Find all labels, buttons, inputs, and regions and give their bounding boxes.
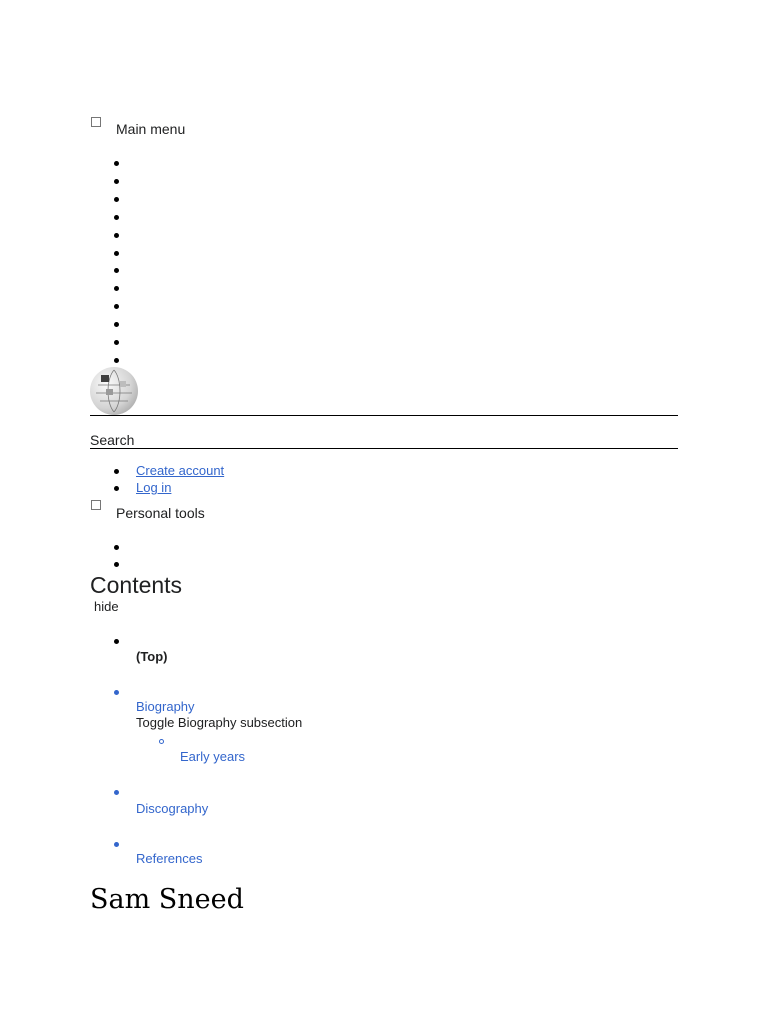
toc-hide-button[interactable]: hide	[94, 599, 119, 614]
main-menu-item	[114, 197, 119, 202]
globe-icon	[90, 367, 138, 415]
log-in-link[interactable]: Log in	[136, 480, 172, 495]
wikipedia-logo[interactable]	[90, 367, 138, 415]
list-bullet	[159, 739, 164, 744]
page-title: Sam Sneed	[90, 884, 244, 915]
toc-item-references[interactable]: References	[136, 851, 203, 866]
divider-bottom	[90, 448, 678, 449]
search-label[interactable]: Search	[90, 432, 135, 448]
main-menu-label[interactable]: Main menu	[116, 121, 186, 137]
list-bullet	[114, 690, 119, 695]
divider-top	[90, 415, 678, 416]
list-bullet	[114, 545, 119, 550]
toc-item-discography[interactable]: Discography	[136, 801, 209, 816]
main-menu-item	[114, 161, 119, 166]
list-bullet	[114, 562, 119, 567]
main-menu-item	[114, 322, 119, 327]
personal-tools-checkbox[interactable]	[91, 500, 101, 510]
main-menu-item	[114, 286, 119, 291]
main-menu-item	[114, 215, 119, 220]
main-menu-item	[114, 304, 119, 309]
toc-title: Contents	[90, 572, 183, 598]
list-bullet	[114, 790, 119, 795]
main-menu-item	[114, 179, 119, 184]
main-menu-checkbox[interactable]	[91, 117, 101, 127]
main-menu-item	[114, 268, 119, 273]
list-bullet	[114, 469, 119, 474]
toc-toggle-biography[interactable]: Toggle Biography subsection	[136, 715, 303, 730]
main-menu-item	[114, 358, 119, 363]
main-menu-item	[114, 340, 119, 345]
create-account-link[interactable]: Create account	[136, 463, 225, 478]
main-menu-item	[114, 251, 119, 256]
toc-item-biography[interactable]: Biography	[136, 699, 195, 714]
list-bullet	[114, 486, 119, 491]
list-bullet	[114, 639, 119, 644]
toc-item-top[interactable]: (Top)	[136, 649, 168, 664]
main-menu-item	[114, 233, 119, 238]
list-bullet	[114, 842, 119, 847]
toc-item-early-years[interactable]: Early years	[180, 749, 246, 764]
personal-tools-label[interactable]: Personal tools	[116, 505, 205, 521]
